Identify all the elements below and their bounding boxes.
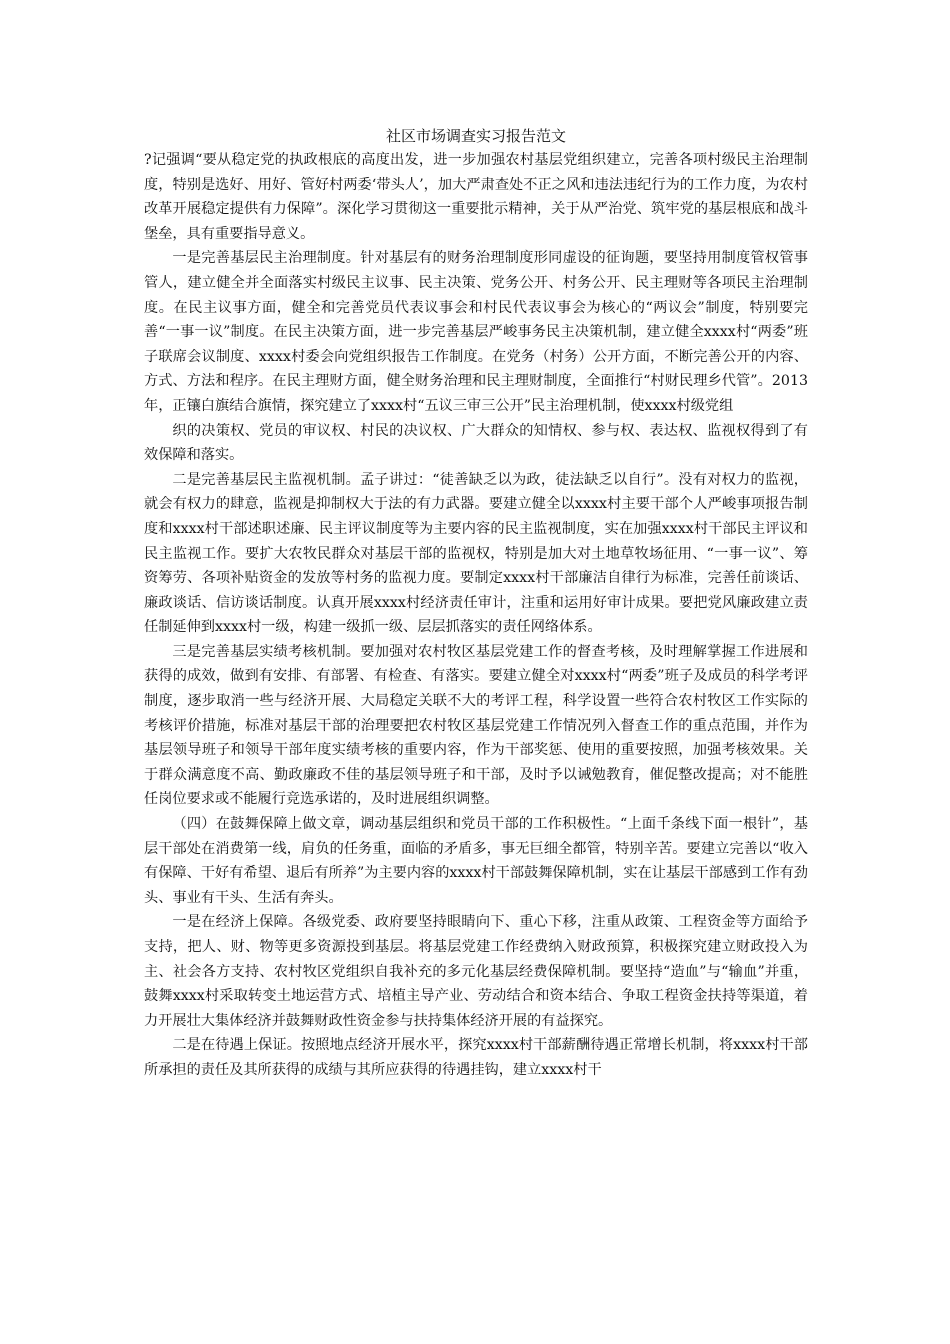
paragraph-performance-assessment: 三是完善基层实绩考核机制。要加强对农村牧区基层党建工作的督查考核，及时理解掌握工作进展和获得的成效，做到有安排、有部署、有检查、有落实。要建立健全对xxxx村“两委”班子及成员的科学考评制度，逐步取消一些与经济开展、大局稳定关联不大的考评工程，科学设置一些符合农村牧区工作实际的考核评价措施，标准对基层干部的治理要把农村牧区基层党建工作情况列入督查工作的重点范围，并作为基层领导班子和领导干部年度实绩考核的重要内容，作为干部奖惩、使用的重要按照，加强考核效果。关于群众满意度不高、勤政廉政不佳的基层领导班子和干部，及时予以诫勉教育，催促整改提高；对不能胜任岗位要求或不能履行竞选承诺的，及时进展组织调整。 xyxy=(144,643,808,808)
paragraph-governance-continued: 织的决策权、党员的审议权、村民的决议权、广大群众的知情权、参与权、表达权、监视权得到了有效保障和落实。 xyxy=(144,422,808,464)
paragraph-economic-support: 一是在经济上保障。各级党委、政府要坚持眼睛向下、重心下移，注重从政策、工程资金等方面给予支持，把人、财、物等更多资源投到基层。将基层党建工作经费纳入财政预算，积极探究建立财政投入为主、社会各方支持、农村牧区党组织自我补充的多元化基层经费保障机制。要坚持“造血”与“输血”并重，鼓舞xxxx村采取转变土地运营方式、培植主导产业、劳动结合和资本结合、争取工程资金扶持等渠道，着力开展壮大集体经济并鼓舞财政性资金参与扶持集体经济开展的有益探究。 xyxy=(144,914,809,1029)
paragraph-supervision: 二是完善基层民主监视机制。孟子讲过：“徒善缺乏以为政，徒法缺乏以自行”。没有对权力的监视，就会有权力的肆意，监视是抑制权大于法的有力武器。要建立健全以xxxx村主要干部个人严峻事项报告制度和xxxx村干部述职述廉、民主评议制度等为主要内容的民主监视制度，实在加强xxxx村干部民主评议和民主监视工作。要扩大农牧民群众对基层干部的监视权，特别是加大对土地草牧场征用、“一事一议”、筹资筹劳、各项补贴资金的发放等村务的监视力度。要制定xxxx村干部廉洁自律行为标准，完善任前谈话、廉政谈话、信访谈话制度。认真开展xxxx村经济责任审计，注重和运用好审计成果。要把党风廉政建立责任制延伸到xxxx村一级，构建一级抓一级、层层抓落实的责任网络体系。 xyxy=(144,471,808,636)
paragraph-remuneration: 二是在待遇上保证。按照地点经济开展水平，探究xxxx村干部薪酬待遇正常增长机制，将xxxx村干部所承担的责任及其所获得的成绩与其所应获得的待遇挂钩，建立xxxx村干 xyxy=(144,1037,808,1078)
document-page xyxy=(144,124,808,1083)
paragraph-intro: ?记强调“要从稳定党的执政根底的高度出发，进一步加强农村基层党组织建立，完善各项村级民主治理制度，特别是选好、用好、管好村两委‘带头人’，加大严肃查处不正之风和违法违纪行为的工作力度，为农村改革开展稳定提供有力保障”。深化学习贯彻这一重要批示精神，关于从严治党、筑牢党的基层根底和战斗堡垒，具有重要指导意义。 xyxy=(144,152,808,242)
document-title: 社区市场调查实习报告范文 xyxy=(385,127,566,145)
paragraph-incentive-section: （四）在鼓舞保障上做文章，调动基层组织和党员干部的工作积极性。“上面千条线下面一根针”，基层干部处在消费第一线，肩负的任务重，面临的矛盾多，事无巨细全都管，特别辛苦。要建立完善以“收入有保障、干好有希望、退后有所养”为主要内容的xxxx村干部鼓舞保障机制，实在让基层干部感到工作有劲头、事业有干头、生活有奔头。 xyxy=(144,816,808,906)
paragraph-democratic-governance: 一是完善基层民主治理制度。针对基层有的财务治理制度形同虚设的征询题，要坚持用制度管权管事管人，建立健全并全面落实村级民主议事、民主决策、党务公开、村务公开、民主理财等各项民主治理制度。在民主议事方面，健全和完善党员代表议事会和村民代表议事会为核心的“两议会”制度，特别要完善“一事一议”制度。在民主决策方面，进一步完善基层严峻事务民主决策机制，建立健全xxxx村“两委”班子联席会议制度、xxxx村委会向党组织报告工作制度。在党务（村务）公开方面，不断完善公开的内容、方式、方法和程序。在民主理财方面，健全财务治理和民主理财制度，全面推行“村财民理乡代管”。2013年，正镶白旗结合旗情，探究建立了xxxx村“五议三审三公开”民主治理机制，使xxxx村级党组 xyxy=(144,250,808,414)
